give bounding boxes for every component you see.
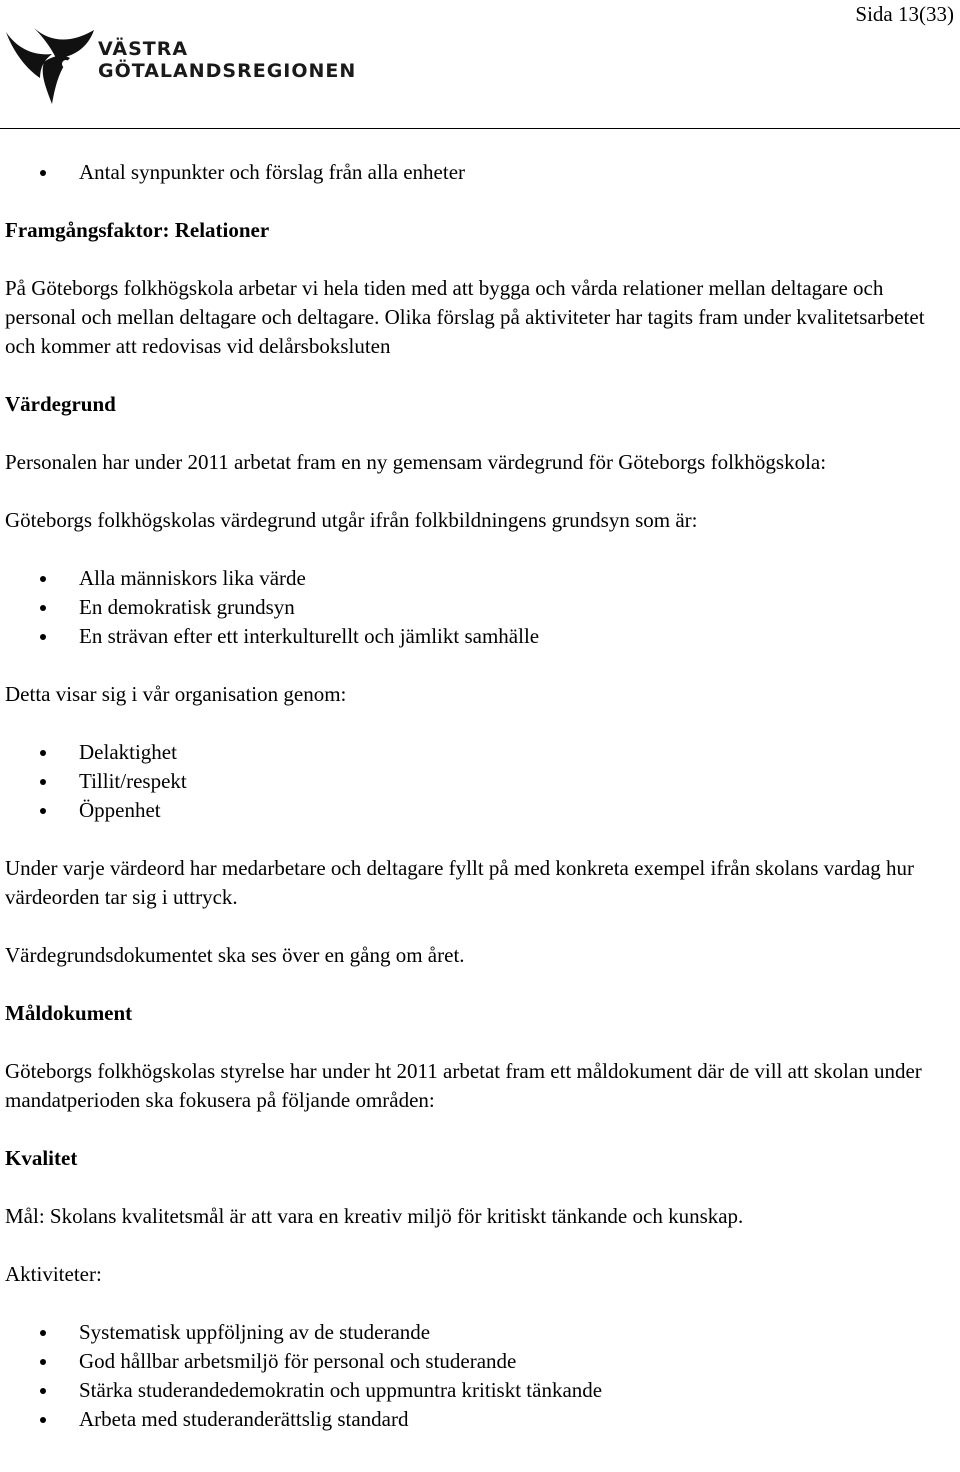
heading-maldokument: Måldokument	[5, 1001, 133, 1025]
list-item: En demokratisk grundsyn	[5, 593, 950, 622]
paragraph-vardegrund-2: Göteborgs folkhögskolas värdegrund utgår ifrån folkbildningens grundsyn som är:	[5, 508, 698, 532]
paragraph-vardeord: Under varje värdeord har medarbetare och deltagare fyllt på med konkreta exempel ifrån skolans vardag hur värdeorden tar sig i uttryck.	[5, 856, 915, 909]
page-number: Sida 13(33)	[855, 2, 954, 26]
list-item: En strävan efter ett interkulturellt och jämlikt samhälle	[5, 622, 950, 651]
heading-relationer: Framgångsfaktor: Relationer	[5, 218, 270, 242]
header-divider	[0, 128, 960, 129]
paragraph-relationer: På Göteborgs folkhögskola arbetar vi hela tiden med att bygga och vårda relationer mellan deltagare och personal och mellan deltagare och deltagare. Olika förslag på aktiviteter har tagits fram under kvalitetsarbetet och kommer att redovisas vid delårsboksluten	[5, 276, 925, 358]
paragraph-visar: Detta visar sig i vår organisation genom:	[5, 682, 347, 706]
heading-vardegrund: Värdegrund	[5, 392, 116, 416]
list-item: Arbeta med studeranderättslig standard	[5, 1405, 950, 1434]
vastra-gotalandsregionen-logo	[4, 24, 356, 106]
list-item: Alla människors lika värde	[5, 564, 950, 593]
paragraph-aktiviteter: Aktiviteter:	[5, 1262, 102, 1286]
region-emblem-icon	[4, 24, 96, 106]
logo-line-1: VÄSTRA	[98, 38, 189, 60]
list-item: Systematisk uppföljning av de studerande	[5, 1318, 950, 1347]
list-item: Tillit/respekt	[5, 767, 950, 796]
bullet-list-top	[5, 158, 950, 187]
paragraph-dokument: Värdegrundsdokumentet ska ses över en gång om året.	[5, 943, 465, 967]
document-body	[5, 158, 950, 1434]
bullet-list-aktiviteter	[5, 1318, 950, 1434]
paragraph-maldokument: Göteborgs folkhögskolas styrelse har under ht 2011 arbetat fram ett måldokument där de vill att skolan under mandatperioden ska fokusera på följande områden:	[5, 1059, 922, 1112]
list-item: Delaktighet	[5, 738, 950, 767]
list-item: Öppenhet	[5, 796, 950, 825]
paragraph-mal: Mål: Skolans kvalitetsmål är att vara en kreativ miljö för kritiskt tänkande och kunskap.	[5, 1204, 744, 1228]
list-item: God hållbar arbetsmiljö för personal och studerande	[5, 1347, 950, 1376]
heading-kvalitet: Kvalitet	[5, 1146, 78, 1170]
bullet-list-organisation	[5, 738, 950, 825]
paragraph-vardegrund-1: Personalen har under 2011 arbetat fram en ny gemensam värdegrund för Göteborgs folkhögskola:	[5, 450, 827, 474]
list-item: Stärka studerandedemokratin och uppmuntra kritiskt tänkande	[5, 1376, 950, 1405]
list-item: Antal synpunkter och förslag från alla enheter	[5, 158, 950, 187]
logo-line-2: GÖTALANDSREGIONEN	[98, 60, 357, 82]
bullet-list-grundsyn	[5, 564, 950, 651]
